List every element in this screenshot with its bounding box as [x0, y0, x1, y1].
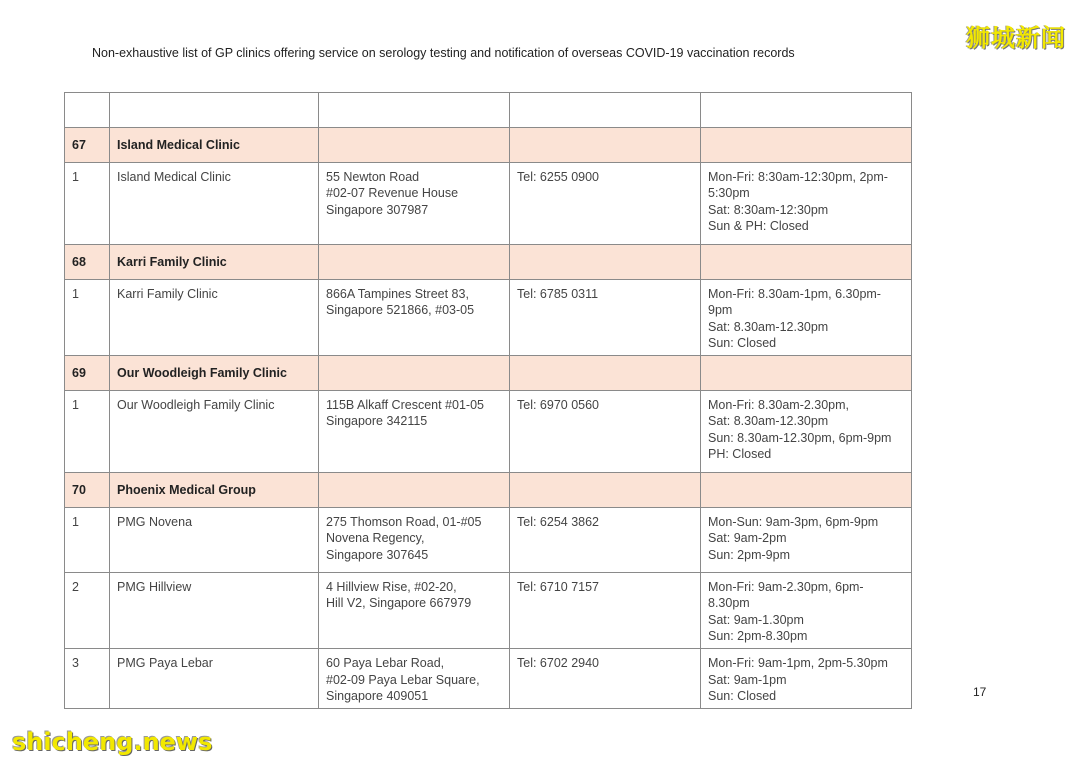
clinic-name: PMG Paya Lebar	[110, 649, 319, 709]
clinic-number: 1	[65, 163, 110, 245]
group-row	[65, 245, 912, 280]
empty-cell	[510, 356, 701, 391]
empty-cell	[319, 128, 510, 163]
watermark-logo-bottom: shicheng.news	[12, 728, 213, 756]
clinic-tel: Tel: 6970 0560	[510, 391, 701, 473]
group-number: 68	[65, 245, 110, 280]
group-number: 67	[65, 128, 110, 163]
document-title: Non-exhaustive list of GP clinics offering service on serology testing and notification of overseas COVID-19 vaccination records	[92, 46, 795, 60]
clinic-hours: Mon-Fri: 8.30am-2.30pm, Sat: 8.30am-12.30pm Sun: 8.30am-12.30pm, 6pm-9pm PH: Closed	[701, 391, 912, 473]
group-row	[65, 473, 912, 508]
empty-cell	[510, 93, 701, 128]
empty-cell	[319, 473, 510, 508]
clinic-name: PMG Novena	[110, 508, 319, 573]
clinic-number: 1	[65, 391, 110, 473]
clinic-name: Karri Family Clinic	[110, 280, 319, 356]
clinic-row	[65, 280, 912, 356]
clinic-address: 275 Thomson Road, 01-#05 Novena Regency, Singapore 307645	[319, 508, 510, 573]
clinic-hours: Mon-Sun: 9am-3pm, 6pm-9pm Sat: 9am-2pm Sun: 2pm-9pm	[701, 508, 912, 573]
clinic-tel: Tel: 6710 7157	[510, 573, 701, 649]
clinic-name: Island Medical Clinic	[110, 163, 319, 245]
clinic-tel: Tel: 6255 0900	[510, 163, 701, 245]
group-row	[65, 128, 912, 163]
watermark-logo-top: 狮城新闻	[966, 24, 1066, 52]
clinic-address: 55 Newton Road #02-07 Revenue House Singapore 307987	[319, 163, 510, 245]
clinic-tel: Tel: 6702 2940	[510, 649, 701, 709]
clinic-row	[65, 649, 912, 709]
clinic-number: 1	[65, 280, 110, 356]
clinic-address: 115B Alkaff Crescent #01-05 Singapore 342115	[319, 391, 510, 473]
clinic-tel: Tel: 6254 3862	[510, 508, 701, 573]
empty-cell	[701, 128, 912, 163]
clinic-row	[65, 391, 912, 473]
page-number: 17	[973, 685, 987, 699]
group-name: Island Medical Clinic	[110, 128, 319, 163]
group-name: Our Woodleigh Family Clinic	[110, 356, 319, 391]
clinic-number: 2	[65, 573, 110, 649]
empty-cell	[510, 245, 701, 280]
group-number: 70	[65, 473, 110, 508]
group-name: Karri Family Clinic	[110, 245, 319, 280]
empty-cell	[110, 93, 319, 128]
clinic-hours: Mon-Fri: 9am-1pm, 2pm-5.30pm Sat: 9am-1pm Sun: Closed	[701, 649, 912, 709]
empty-cell	[701, 473, 912, 508]
clinic-number: 3	[65, 649, 110, 709]
clinic-address: 866A Tampines Street 83, Singapore 521866, #03-05	[319, 280, 510, 356]
empty-cell	[319, 245, 510, 280]
clinic-hours: Mon-Fri: 8.30am-1pm, 6.30pm-9pm Sat: 8.30am-12.30pm Sun: Closed	[701, 280, 912, 356]
clinic-address: 60 Paya Lebar Road, #02-09 Paya Lebar Square, Singapore 409051	[319, 649, 510, 709]
clinic-hours: Mon-Fri: 8:30am-12:30pm, 2pm- 5:30pm Sat: 8:30am-12:30pm Sun & PH: Closed	[701, 163, 912, 245]
empty-cell	[701, 245, 912, 280]
empty-cell	[319, 93, 510, 128]
clinic-address: 4 Hillview Rise, #02-20, Hill V2, Singapore 667979	[319, 573, 510, 649]
empty-cell	[319, 356, 510, 391]
group-row	[65, 356, 912, 391]
empty-cell	[701, 93, 912, 128]
clinic-row	[65, 573, 912, 649]
group-name: Phoenix Medical Group	[110, 473, 319, 508]
clinic-number: 1	[65, 508, 110, 573]
clinic-name: PMG Hillview	[110, 573, 319, 649]
clinic-row	[65, 163, 912, 245]
clinic-tel: Tel: 6785 0311	[510, 280, 701, 356]
clinic-row	[65, 508, 912, 573]
empty-cell	[510, 128, 701, 163]
empty-cell	[510, 473, 701, 508]
empty-cell	[65, 93, 110, 128]
clinic-hours: Mon-Fri: 9am-2.30pm, 6pm-8.30pm Sat: 9am-1.30pm Sun: 2pm-8.30pm	[701, 573, 912, 649]
clinic-table	[64, 92, 912, 709]
empty-cell	[701, 356, 912, 391]
clinic-name: Our Woodleigh Family Clinic	[110, 391, 319, 473]
blank-header-row	[65, 93, 912, 128]
group-number: 69	[65, 356, 110, 391]
